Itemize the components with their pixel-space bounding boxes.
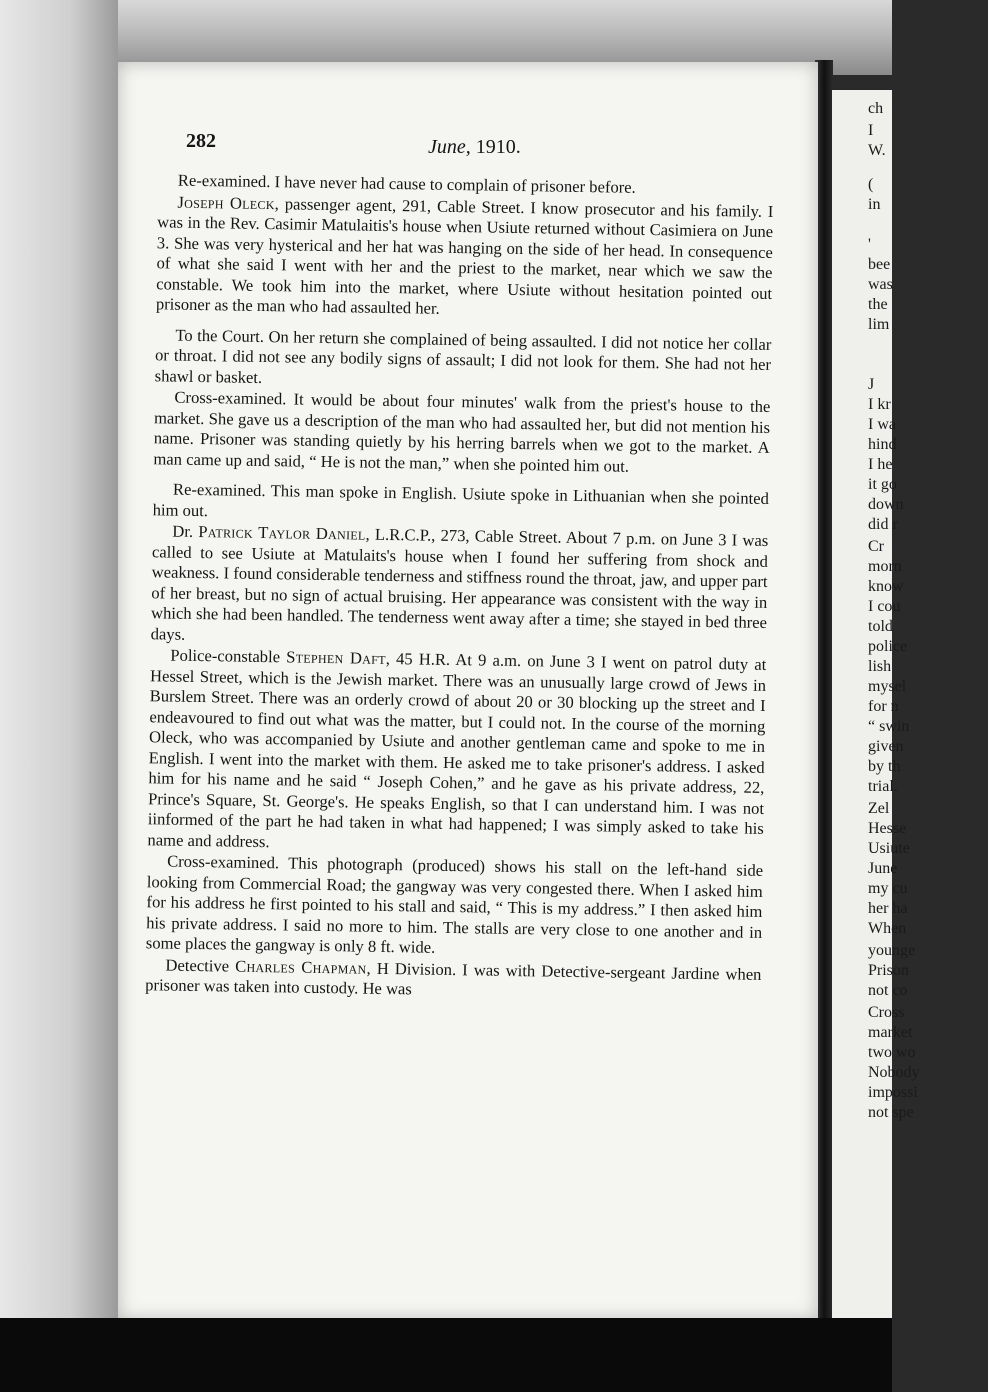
book-page-right-fragment (832, 90, 920, 1318)
right-page-line: Zel (868, 800, 890, 817)
right-page-line: it go (868, 476, 897, 493)
witness-name: Charles Chapman (235, 956, 367, 978)
right-page-line: lish (868, 658, 892, 675)
witness-name: Stephen Daft (286, 647, 386, 668)
testimony-text (125, 170, 774, 1005)
right-page-line: the (868, 296, 888, 313)
right-page-line: I (868, 122, 874, 139)
paragraph-text: Re-examined. I have never had cause to complain of prisoner before. (177, 170, 636, 197)
right-page-line: police (868, 638, 908, 655)
paragraph (155, 325, 772, 396)
right-page-line: J (868, 376, 875, 393)
right-page-line: Cross (868, 1004, 905, 1021)
right-page-line: told (868, 618, 893, 635)
right-page-line: younge (868, 942, 916, 959)
paragraph (153, 387, 770, 479)
paragraph-text: , H Division. I was with Detective-sergeant Jardine when prisoner was taken into custody. He was (145, 958, 762, 999)
page-header (138, 122, 778, 162)
right-page-line: Prison (868, 962, 909, 979)
right-page-line: not spe (868, 1104, 914, 1121)
right-page-line: June (868, 860, 898, 877)
right-page-line: her ha (868, 900, 908, 917)
right-page-line: Nobody (868, 1064, 920, 1081)
right-page-line: lim (868, 316, 890, 333)
paragraph (151, 521, 769, 654)
right-page-line: I wa (868, 416, 896, 433)
right-page-line: ( (868, 176, 874, 193)
witness-name: Patrick Taylor Daniel (198, 521, 366, 544)
right-page-line: did r (868, 516, 898, 533)
right-page-line: two wo (868, 1044, 916, 1061)
paragraph-text: , passenger agent, 291, Cable Street. I know prosecutor and his family. I was in the Rev. Casimir Matulaitis's house when Usiute returned without Casimiera on June 3. She was very hysterical and her hat was hanging on the side of her head. In consequence of what she said I went with her and the priest to the market, near which we saw the constable. We took him into the market, where Usiute without hesitation pointed out prisoner as the man who had assaulted her. (155, 193, 774, 318)
right-page-line: Cr (868, 538, 884, 555)
page-content (138, 122, 778, 997)
right-page-line: market (868, 1024, 913, 1041)
right-page-line: given (868, 738, 904, 755)
paragraph-text: Police-constable (170, 645, 287, 667)
right-page-line: impossi (868, 1084, 918, 1101)
paragraph (146, 851, 764, 963)
film-border-left (0, 0, 118, 1392)
paragraph-text: Dr. (172, 521, 199, 541)
right-page-line: hind (868, 436, 897, 453)
right-page-line: I he (868, 456, 893, 473)
paragraph (156, 192, 774, 325)
right-page-line: bee (868, 256, 891, 273)
right-page-line: Usiute (868, 840, 910, 857)
paragraph-text: To the Court. On her return she complained of being assaulted. I did not notice her collar or throat. I did not see any bodily signs of assault; I did not look for them. She had not her shawl or basket. (154, 325, 772, 387)
right-page-line: When (868, 920, 907, 937)
paragraph (147, 645, 766, 860)
film-border-bottom (0, 1318, 892, 1392)
paragraph-text: Cross-examined. It would be about four minutes' walk from the priest's house to the market. She gave us a description of the man who had assaulted her, but did not mention his name. Prisoner was standing quietly by his herring barrels when we got to the market. A man came up and said, “ He is not the man,” when she pointed him out. (153, 387, 771, 476)
right-page-line: in (868, 196, 881, 213)
right-page-line: morn (868, 558, 902, 575)
paragraph-text: Re-examined. This man spoke in English. Usiute spoke in Lithuanian when she pointed him out. (152, 479, 770, 520)
right-page-line: I cou (868, 598, 901, 615)
paragraph-text: Cross-examined. This photograph (produced) shows his stall on the left-hand side looking from Commercial Road; the gangway was very congested there. When I asked him for his address he first pointed to his stall and said, “ This is my address.” I then asked him his private address. I said no more to him. The stalls are very close to one another and in some places the gangway is only 8 ft. wide. (145, 851, 764, 957)
right-page-line: not co (868, 982, 908, 999)
right-page-line: trial. (868, 778, 898, 795)
book-page-left (118, 62, 818, 1320)
witness-name: Joseph Oleck (177, 192, 275, 213)
running-title-month: June, (428, 136, 471, 158)
paragraph-text: Detective (165, 955, 236, 976)
page-number: 282 (186, 130, 216, 152)
right-page-line: W. (868, 142, 886, 159)
paragraph-text: , L.R.C.P., 273, Cable Street. About 7 p.m. on June 3 I was called to see Usiute at Matulaits's house when I found her suffering from shock and weakness. I found considerable tenderness and stiffness round the throat, jaw, and upper part of her breast, but no sign of actual bruising. Her appearance was consistent with the way in which she had been handled. The tenderness went away after a time; she stayed in bed three days. (150, 524, 769, 644)
right-page-line: mysel (868, 678, 907, 695)
right-page-line: for n (868, 698, 899, 715)
right-page-line: know (868, 578, 904, 595)
right-page-line: “ swin (868, 718, 910, 735)
paragraph-text: , 45 H.R. At 9 a.m. on June 3 I went on patrol duty at Hessel Street, which is the Jewish market. There was an unusually large crowd of Jews in Burslem Street. There was an orderly crowd of about 20 or 30 blocking up the street and I endeavoured to find out what was the matter, but I could not. In the course of the morning Oleck, who was accompanied by Usiute and another gentleman came and spoke to me in English. I went into the market with them. He asked me to take prisoner's address. I asked him for his name and he said “ Joseph Cohen,” and he gave as his private address, 22, Prince's Square, St. George's. He speaks English, so that I can understand him. I was not iinformed of the part he had taken in what had happened; I was simply asked to take his name and address. (147, 648, 767, 851)
paragraph (145, 955, 762, 1006)
right-page-line: my cu (868, 880, 908, 897)
right-page-line: down (868, 496, 904, 513)
right-page-line: Hesse (868, 820, 907, 837)
running-title (428, 136, 521, 159)
right-page-line: I kr (868, 396, 891, 413)
running-title-year: 1910. (470, 136, 521, 158)
right-page-line: was (868, 276, 893, 293)
right-page-line: by th (868, 758, 901, 775)
right-page-line: ch (868, 100, 884, 117)
right-page-line: ' (868, 236, 871, 253)
